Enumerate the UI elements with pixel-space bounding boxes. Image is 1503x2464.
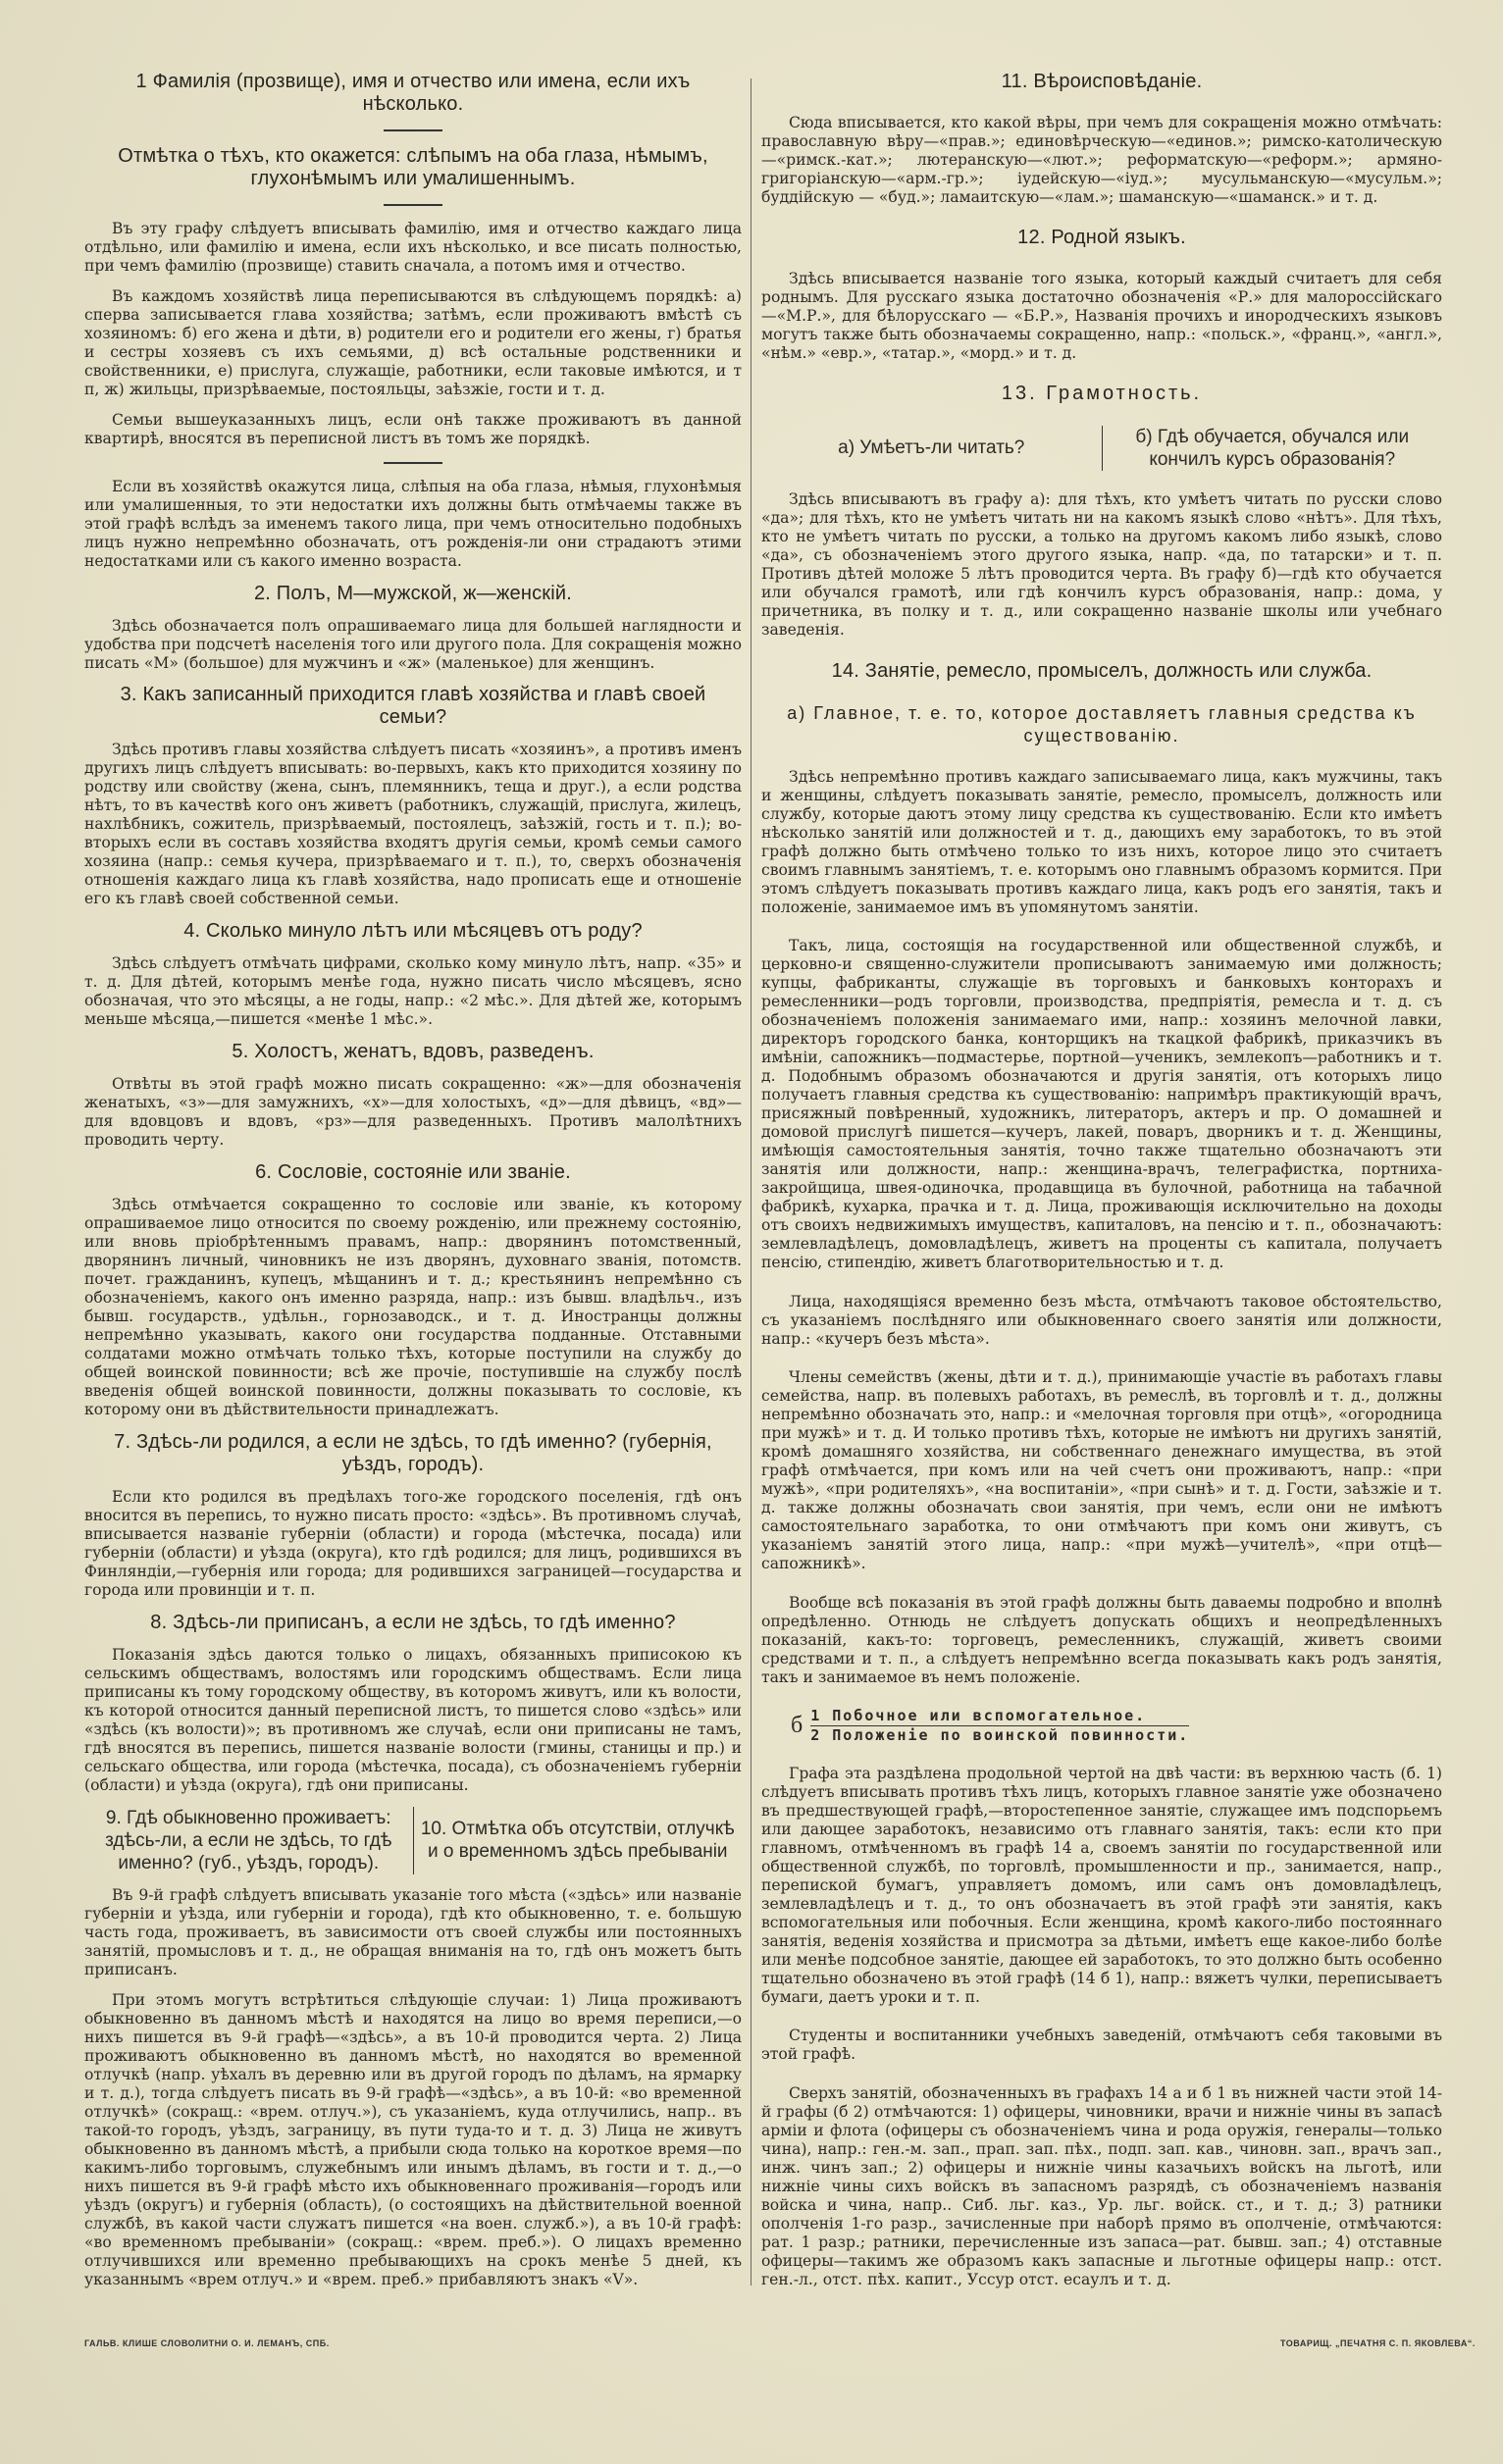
paragraph: Если въ хозяйствѣ окажутся лица, слѣпыя на оба глаза, нѣмыя, глухонѣмыя или умалишенныя, то эти недостатки ихъ должны быть отмѣчаемы также въ этой графѣ вслѣдъ за именемъ такого лица, при чемъ относительно подобныхъ лицъ нужно непремѣнно обозначать, отъ рожденія-ли они страдаютъ этими недостатками или съ какого именно возраста. bbox=[84, 477, 742, 570]
paragraph: Графа эта раздѣлена продольной чертой на двѣ части: въ верхнюю часть (б. 1) слѣдуетъ вписывать противъ тѣхъ лицъ, которыхъ главное занятіе уже обозначено въ предшествующей графѣ,—второстепенное занятіе, служащее имъ подспорьемъ или дающее заработокъ, независимо отъ главнаго занятія, такъ: если кто при главномъ, отмѣченномъ въ графѣ 14 а, своемъ занятіи по государственной или общественной службѣ, по торговлѣ, промышленности и пр., занимается, напр., перепиской бумагъ, управляетъ домомъ, или самъ онъ домовладѣлецъ, землевладѣлецъ и т. д., то онъ обозначаетъ въ этой графѣ эти занятія, какъ вспомогательныя или побочныя. Если женщина, кромѣ какого-либо постояннаго занятія, веденія хозяйства и присмотра за дѣтьми, имѣетъ еще какое-либо болѣе или менѣе подсобное занятіе, дающее ей заработокъ, то это должно быть особенно тщательно обозначено въ этой графѣ (14 б 1), напр.: вяжетъ чулки, переписываетъ бумаги, даетъ уроки и т. п. bbox=[761, 1764, 1442, 2006]
paragraph: Здѣсь противъ главы хозяйства слѣдуетъ писать «хозяинъ», а противъ именъ другихъ лицъ слѣдуетъ вписывать: во-первыхъ, какъ кто приходится хозяину по родству или свойству (жена, сынъ, племянникъ, теща и друг.), а если родства нѣтъ, то въ качествѣ кого онъ живетъ (работникъ, служащій, прислуга, жилецъ, нахлѣбникъ, сожитель, призрѣваемый, постоялецъ, заѣзжій, гость и т. п.); во-вторыхъ если въ составъ хозяйства входятъ другія семьи, кромѣ семьи самого хозяина (напр.: семья кучера, призрѣваемаго и т. п.), то, сверхъ обозначенія отношенія каждаго лица къ главѣ хозяйства, надо прописать еще и отношеніе его къ главѣ своей собственной семьи. bbox=[84, 741, 742, 908]
paragraph: При этомъ могутъ встрѣтиться слѣдующіе случаи: 1) Лица проживаютъ обыкновенно въ данномъ мѣстѣ и находятся на лицо во время переписи,—о нихъ пишется въ 9-й графѣ—«здѣсь», а въ 10-й проводится черта. 2) Лица проживаютъ обыкновенно въ данномъ мѣстѣ, но находятся во временной отлучкѣ (напр. уѣхалъ въ деревню или въ другой городъ по дѣламъ, на ярмарку и т. д.), тогда слѣдуетъ писать въ 9-й графѣ—«здѣсь», а въ 10-й: «во временной отлучкѣ» (сокращ.: «врем. отлуч.»), съ указаніемъ, куда отлучились, напр.. въ такой-то городъ, уѣздъ, заграницу, въ пути туда-то и т. д. 3) Лица не живутъ обыкновенно въ данномъ мѣстѣ, а прибыли сюда только на короткое время—по какимъ-либо торговымъ, служебнымъ или инымъ дѣламъ, въ гости и т. д.,—о нихъ пишется въ 9-й графѣ мѣсто ихъ обыкновеннаго проживанія—городъ или уѣздъ (округъ) и губернія (область), (о состоящихъ на дѣйствительной военной службѣ, въ какой части служатъ пишется «на воен. служб.»), а въ 10-й графѣ: «во временномъ пребываніи» (сокращ.: «врем. преб.»). О лицахъ временно отлучившихся или временно пребывающихъ на срокъ менѣе 5 дней, къ указаннымъ «врем отлуч.» и «врем. преб.» прибавляютъ знакъ «V». bbox=[84, 1990, 742, 2288]
paragraph: Здѣсь вписывается названіе того языка, который каждый считаетъ для себя роднымъ. Для русскаго языка достаточно обозначенія «Р.» для малороссійскаго—«М.Р.», для бѣлорусскаго — «Б.Р.», Названія прочихъ и инородческихъ языковъ могутъ также быть обозначаемы сокращенно, напр.: «польск.», «франц.», «англ.», «нѣм.» «евр.», «татар.», «морд.» и т. д. bbox=[761, 269, 1442, 362]
paragraph: Отвѣты въ этой графѣ можно писать сокращенно: «ж»—для обозначенія женатыхъ, «з»—для замужнихъ, «х»—для холостыхъ, «д»—для дѣвицъ, «вд»—для вдовцовъ и вдовъ, «рз»—для разведенныхъ. Противъ малолѣтнихъ проводить черту. bbox=[84, 1075, 742, 1150]
section-heading: 2. Полъ, М—мужской, ж—женскій. bbox=[253, 582, 573, 604]
printer-credit-left: ГАЛЬВ. КЛИШЕ СЛОВОЛИТНИ О. И. ЛЕМАНЪ, СПБ. bbox=[84, 2338, 330, 2348]
right-column bbox=[761, 71, 1442, 2289]
split-heading-right: 10. Отмѣтка объ отсутствіи, отлучкѣ и о временномъ здѣсь пребываніи bbox=[420, 1819, 735, 1863]
section-heading: Отмѣтка о тѣхъ, кто окажется: слѣпымъ на оба глаза, нѣмымъ, глухонѣмымъ или умалишеннымъ. bbox=[118, 144, 708, 189]
paragraph: Показанія здѣсь даются только о лицахъ, обязанныхъ приписокою къ сельскимъ обществамъ, волостямъ или городскимъ обществамъ. Если лица приписаны къ тому городскому обществу, въ которомъ живутъ, или къ волости, къ которой относится данный переписной листъ, то пишется слово «здѣсь» или «здѣсь (къ волости)»; въ противномъ же случаѣ, если они приписаны не тамъ, гдѣ вносятся въ перепись, пишется названіе волости (гмины, станицы и пр.) и сельскаго общества, или города (мѣстечка, посада), съ обозначеніемъ губерніи (области) и уѣзда (округа), гдѣ они приписаны. bbox=[84, 1645, 742, 1794]
split-heading-right: б) Гдѣ обучается, обучался или кончилъ курсъ образованія? bbox=[1135, 426, 1410, 470]
section-heading: 12. Родной языкъ. bbox=[1017, 227, 1186, 249]
paragraph: Въ эту графу слѣдуетъ вписывать фамилію, имя и отчество каждаго лица отдѣльно, или фамилію и имена, если ихъ нѣсколько, и все писать полностью, при чемъ фамилію (прозвище) ставить сначала, а потомъ имя и отчество. bbox=[84, 219, 742, 275]
paragraph: Сюда вписывается, кто какой вѣры, при чемъ для сокращенія можно отмѣчать: православную вѣру—«прав.»; единовѣрческую—«единов.»; римско-католическую—«римск.-кат.»; лютеранскую—«лют.»; реформатскую—«реформ.»; армяно-григоріанскую—«арм.-гр.»; іудейскую—«іуд.»; мусульманскую—«мусульм.»; буддійскую — «буд.»; ламаитскую—«лам.»; шаманскую—«шаманск.» и т. д. bbox=[761, 113, 1442, 206]
paragraph: Такъ, лица, состоящія на государственной или общественной службѣ, и церковно-и священно-служители прописываютъ занимаемую ими должность; купцы, фабриканты, служащіе въ торговыхъ и банковыхъ конторахъ и ремесленники—родъ торговли, производства, предпріятія, ремесла и т. д. съ обозначеніемъ положенія занимаемаго ими, напр.: хозяинъ мелочной лавки, директоръ городского банка, конторщикъ на ткацкой фабрикѣ, приказчикъ въ имѣніи, сапожникъ—подмастерье, портной—ученикъ, землекопъ—работникъ и т. д. Подобнымъ образомъ обозначаются и другія занятія, отъ которыхъ лицо получаетъ главныя средства къ существованію: напримѣръ практикующій врачъ, присяжный повѣренный, художникъ, литераторъ, актеръ и пр. О домашней и домовой прислугѣ пишется—кучеръ, лакей, поваръ, дворникъ и т. д. Женщины, имѣющія самостоятельныя занятія, точно также тщательно обозначаютъ эти занятія или должности, напр.: женщина-врачъ, телеграфистка, портниха-закройщица, швея-одиночка, продавщица въ булочной, работница на табачной фабрикѣ, кухарка, прачка и т. д. Лица, проживающія исключительно на доходы отъ своихъ недвижимыхъ имуществъ, капиталовъ, на пенсію и т. п., обозначаютъ: землевладѣлецъ, домовладѣлецъ, живетъ на проценты съ капитала, получаетъ пенсію, стипендію, живетъ благотворительностью и т. д. bbox=[761, 937, 1442, 1272]
fraction-top: 1 Побочное или вспомогательное. bbox=[810, 1707, 1189, 1726]
paragraph: Въ каждомъ хозяйствѣ лица переписываются въ слѣдующемъ порядкѣ: а) сперва записывается глава хозяйства; затѣмъ, если проживаютъ вмѣстѣ съ хозяиномъ: б) его жена и дѣти, в) родители его и родители его жены, г) братья и сестры хозяевъ съ ихъ семьями, д) всѣ остальные родственники и свойственники, е) прислуга, служащіе, работники, если таковые имѣются, и т п, ж) жильцы, призрѣваемые, постояльцы, заѣзжіе, гости и т. д. bbox=[84, 286, 742, 398]
fraction-heading bbox=[761, 1707, 1442, 1744]
section-heading: 8. Здѣсь-ли приписанъ, а если не здѣсь, то гдѣ именно? bbox=[150, 1612, 676, 1634]
section-heading: 4. Сколько минуло лѣтъ или мѣсяцевъ отъ роду? bbox=[183, 920, 643, 943]
section-heading: а) Главное, т. е. то, которое доставляетъ главныя средства къ существованію. bbox=[787, 703, 1417, 746]
paragraph: Здѣсь вписываютъ въ графу а): для тѣхъ, кто умѣетъ читать по русски слово «да»; для тѣхъ, кто не умѣетъ читать ни на какомъ языкѣ слово «нѣтъ». Для тѣхъ, кто не умѣетъ читать по русски, а только на другомъ какомъ либо языкѣ, слово «да», съ обозначеніемъ этого другого языка, напр. «да, по татарски» и т. п. Противъ дѣтей моложе 5 лѣтъ проводится черта. Въ графу б)—гдѣ кто обучается или обучался грамотѣ, или гдѣ кончилъ курсъ образованія, напр.: дома, у причетника, въ полку и т. д., или сокращенно названіе школы или учебнаго заведенія. bbox=[761, 490, 1442, 640]
paragraph: Студенты и воспитанники учебныхъ заведеній, отмѣчаютъ себя таковыми въ этой графѣ. bbox=[761, 2027, 1442, 2064]
fraction-letter: б bbox=[791, 1712, 805, 1738]
paragraph: Здѣсь непремѣнно противъ каждаго записываемаго лица, какъ мужчины, такъ и женщины, слѣдуетъ показывать занятіе, ремесло, промыселъ, должность или службу, которые даютъ этому лицу средства къ существованію. Если кто имѣетъ нѣсколько занятій или должностей и т. д., дающихъ ему заработокъ, то въ этой графѣ должно быть отмѣчено только то изъ нихъ, которое лицо это считаетъ своимъ главнымъ занятіемъ, т. е. которымъ оно главнымъ образомъ кормится. При этомъ слѣдуетъ показывать противъ каждаго лица, какъ родъ его занятія, такъ и положеніе, занимаемое имъ въ упомянутомъ занятіи. bbox=[761, 767, 1442, 916]
split-heading bbox=[84, 1807, 742, 1874]
section-rule bbox=[384, 129, 442, 131]
section-rule bbox=[384, 204, 442, 206]
section-heading: 1 Фамилія (прозвище), имя и отчество или имена, если ихъ нѣсколько. bbox=[135, 71, 691, 115]
section-heading: 5. Холостъ, женатъ, вдовъ, разведенъ. bbox=[232, 1041, 595, 1063]
section-rule bbox=[384, 462, 442, 464]
paragraph: Лица, находящіяся временно безъ мѣста, отмѣчаютъ таковое обстоятельство, съ указаніемъ послѣдняго или обыкновеннаго своего занятія или должности, напр.: «кучеръ безъ мѣста». bbox=[761, 1292, 1442, 1348]
column-divider bbox=[751, 78, 752, 2285]
section-heading: 3. Какъ записанный приходится главѣ хозяйства и главѣ своей семьи? bbox=[120, 684, 706, 729]
left-column bbox=[84, 71, 742, 2289]
section-heading: 13. Грамотность. bbox=[1001, 383, 1203, 405]
section-heading: 7. Здѣсь-ли родился, а если не здѣсь, то гдѣ именно? (губернія, уѣздъ, городъ). bbox=[114, 1431, 712, 1476]
paragraph: Здѣсь обозначается полъ опрашиваемаго лица для большей наглядности и удобства при подсчетѣ населенія того или другого пола. Для сокращенія можно писать «М» (большое) для мужчинъ и «ж» (маленькое) для женщинъ. bbox=[84, 616, 742, 672]
paragraph: Если кто родился въ предѣлахъ того-же городского поселенія, гдѣ онъ вносится въ перепись, то нужно писать просто: «здѣсь». Въ противномъ случаѣ, вписывается названіе губерніи (области) и города (мѣстечка, посада) или губерніи (области) и уѣзда (округа), кто гдѣ родился; для лицъ, родившихся въ Финляндіи,—губернія или города; для родившихся заграницей—государства и города или провинціи и т. п. bbox=[84, 1488, 742, 1600]
fraction-lines bbox=[810, 1707, 1189, 1744]
paragraph: Члены семействъ (жены, дѣти и т. д.), принимающіе участіе въ работахъ главы семейства, напр. въ полевыхъ работахъ, въ ремеслѣ, въ торговлѣ и т. д., должны непремѣнно обозначать это, напр.: и «мелочная торговля при отцѣ», «огородница при мужѣ» и т. д. И только противъ тѣхъ, которые не имѣютъ ни другихъ занятій, кромѣ домашняго хозяйства, ни собственнаго денежнаго имущества, въ этой графѣ отмѣчается, при комъ или на чей счетъ они проживаютъ, напр.: «при мужѣ», «при родителяхъ», «на воспитаніи», «при сынѣ» и т. д. Гости, заѣзжіе и т. д. также должны обозначать свои занятія, при чемъ, если они не имѣютъ самостоятельнаго заработка, то они отмѣчаютъ при комъ они живутъ, съ указаніемъ занятій этого лица, напр.: «при мужѣ—учителѣ», «при отцѣ—сапожникѣ». bbox=[761, 1368, 1442, 1573]
paragraph: Здѣсь слѣдуетъ отмѣчать цифрами, сколько кому минуло лѣтъ, напр. «35» и т. д. Для дѣтей, которымъ менѣе года, нужно писать число мѣсяцевъ, ясно обозначая, что это мѣсяцы, а не годы, напр.: «2 мѣс.». Для дѣтей же, которымъ меньше мѣсяца,—пишется «менѣе 1 мѣс.». bbox=[84, 954, 742, 1029]
paragraph: Сверхъ занятій, обозначенныхъ въ графахъ 14 а и б 1 въ нижней части этой 14-й графы (б 2) отмѣчаются: 1) офицеры, чиновники, врачи и нижніе чины въ запасѣ арміи и флота (офицеры съ обозначеніемъ чина и рода оружія, генералы—только чина), напр.: ген.-м. зап., прап. зап. пѣх., подп. зап. кав., чиновн. зап., врачъ зап., инж. чинъ зап.; 2) офицеры и нижніе чины казачьихъ войскъ на льготѣ, или нижніе чины сихъ войскъ въ запасномъ разрядѣ, съ обозначеніемъ названія войска и чина, напр.. Сиб. льг. каз., Ур. льг. войск. ст., и т. д.; 3) ратники ополченія 1-го разр., зачисленные при наборѣ прямо въ ополченіе, отмѣчаются: рат. 1 разр.; ратники, перечисленные изъ запаса—рат. бывш. зап.; 4) отставные офицеры—такимъ же образомъ какъ запасные и льготные офицеры напр.: отст. ген.-л., отст. пѣх. капит., Уссур отст. есаулъ и т. д. bbox=[761, 2083, 1442, 2288]
section-heading: 11. Вѣроисповѣданіе. bbox=[1001, 71, 1203, 92]
paragraph: Въ 9-й графѣ слѣдуетъ вписывать указаніе того мѣста («здѣсь» или названіе губерніи и уѣзда, или губерніи и города), гдѣ кто обыкновенно, т. е. большую часть года, проживаетъ, въ зависимости отъ своей службы или постоянныхъ занятій, промысловъ и т. д., не обращая вниманія на то, гдѣ онъ можетъ быть приписанъ. bbox=[84, 1885, 742, 1978]
section-heading: 14. Занятіе, ремесло, промыселъ, должность или служба. bbox=[831, 659, 1373, 682]
printer-credit-right: ТОВАРИЩ. „ПЕЧАТНЯ С. П. ЯКОВЛЕВА“. bbox=[1280, 2338, 1476, 2348]
fraction-bottom: 2 Положеніе по воинской повинности. bbox=[810, 1726, 1190, 1745]
split-heading-left: а) Умѣетъ-ли читать? bbox=[761, 426, 1103, 471]
paragraph: Семьи вышеуказанныхъ лицъ, если онѣ также проживаютъ въ данной квартирѣ, вносятся въ переписной листъ въ томъ же порядкѣ. bbox=[84, 410, 742, 447]
paragraph: Здѣсь отмѣчается сокращенно то сословіе или званіе, къ которому опрашиваемое лицо относится по своему рожденію, или прежнему состоянію, или вновь пріобрѣтеннымъ правамъ, напр.: дворянинъ потомственный, дворянинъ личный, чиновникъ не изъ дворянъ, духовнаго званія, потомств. почет. гражданинъ, купецъ, мѣщанинъ и т. д.; крестьянинъ непремѣнно съ обозначеніемъ, какого онъ именно разряда, напр.: изъ бывш. владѣльч., изъ бывш. государств., удѣльн., горнозаводск., и т. д. Иностранцы должны непремѣнно указывать, какого они государства подданные. Отставными солдатами можно отмѣчать только тѣхъ, которые поступили на службу до общей воинской повинности; всѣ же прочіе, поступившіе на службу послѣ введенія общей воинской повинности, должны показывать то сословіе, къ которому они въ дѣйствительности принадлежатъ. bbox=[84, 1196, 742, 1419]
section-heading: 6. Сословіе, состояніе или званіе. bbox=[255, 1161, 571, 1184]
split-heading bbox=[761, 426, 1442, 471]
paragraph: Вообще всѣ показанія въ этой графѣ должны быть даваемы подробно и вполнѣ опредѣленно. Отнюдь не слѣдуетъ допускать общихъ и неопредѣленныхъ показаній, какъ-то: торговецъ, ремесленникъ, служащій, живетъ своими средствами и т. п., а слѣдуетъ непремѣнно всегда показывать какъ родъ занятія, такъ и занимаемое въ немъ положеніе. bbox=[761, 1593, 1442, 1686]
split-heading-left: 9. Гдѣ обыкновенно проживаетъ: здѣсь-ли, а если не здѣсь, то гдѣ именно? (губ., уѣздъ, городъ). bbox=[84, 1807, 414, 1874]
